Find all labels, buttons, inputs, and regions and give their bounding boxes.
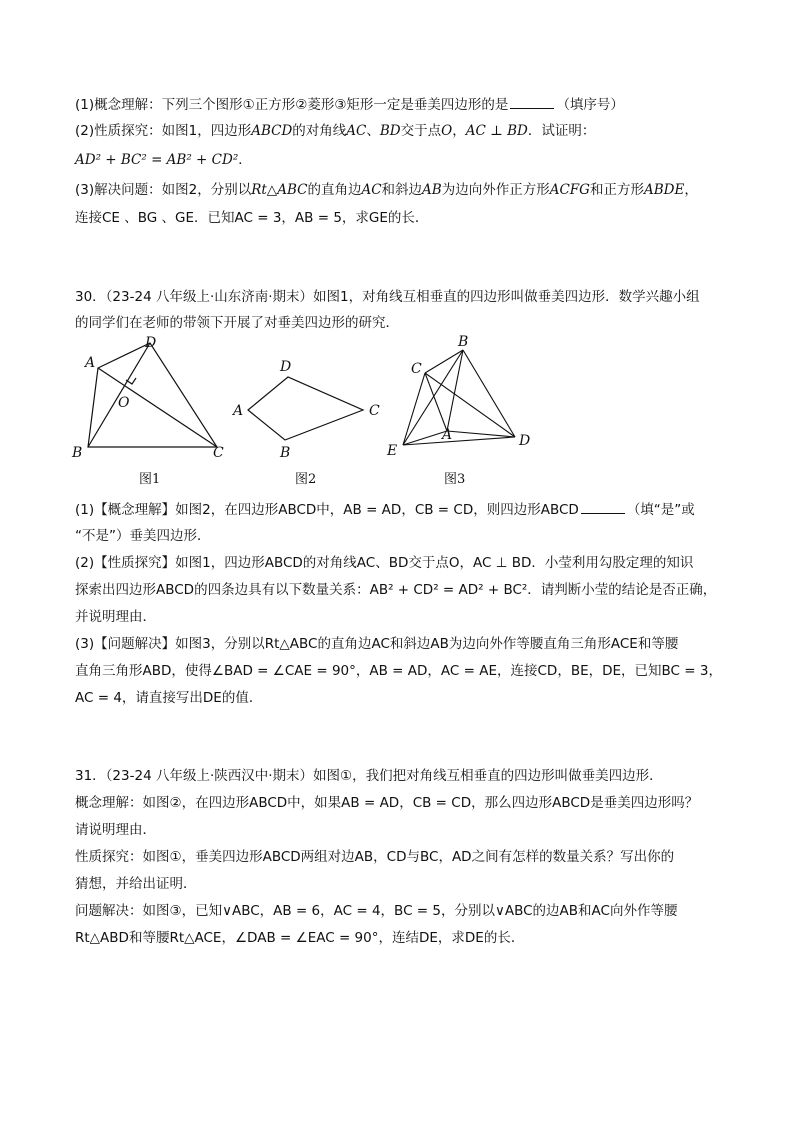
q31-line2: 概念理解：如图②，在四边形ABCD中，如果AB = AD，CB = CD，那么四边形ABCD是垂美四边形吗？ xyxy=(75,795,699,811)
q29-equation: AD² + BC² = AB² + CD²． xyxy=(75,152,252,168)
fig2-label-b: B xyxy=(280,445,291,461)
fig3-label-a: A xyxy=(442,427,453,443)
fig3-segment-cd xyxy=(425,373,515,437)
q31-line1: 31．（23-24 八年级上·陕西汉中·期末）如图①，我们把对角线互相垂直的四边形叫做垂美四边形． xyxy=(75,768,663,784)
q30-part2-line1: (2)【性质探究】如图1，四边形ABCD的对角线AC、BD交于点O，AC ⊥ BD．小莹利用勾股定理的知识 xyxy=(75,555,694,571)
fig1-label-c: C xyxy=(213,445,224,461)
q30-intro-line2: 的同学们在老师的带领下开展了对垂美四边形的研究． xyxy=(75,315,399,331)
fig3-label-b: B xyxy=(458,334,469,350)
fig3-caption: 图3 xyxy=(444,472,466,487)
q31-line6: 问题解决：如图③，已知∨ABC，AB = 6，AC = 4，BC = 5，分别以∨ABC的边AB和AC向外作等腰 xyxy=(75,903,678,919)
fig1-label-o: O xyxy=(118,395,130,411)
fig2-label-d: D xyxy=(280,359,292,375)
q31-line7: Rt△ABD和等腰Rt△ACE，∠DAB = ∠EAC = 90°，连结DE，求DE的长． xyxy=(75,930,525,946)
fig3-segment-ca xyxy=(425,373,447,431)
fig3-label-c: C xyxy=(411,361,422,377)
fig3-segment-ec xyxy=(403,373,425,445)
fig1-label-a: A xyxy=(85,355,96,371)
fig3-segment-cb xyxy=(425,350,463,373)
q29-part2: (2)性质探究：如图1，四边形ABCD的对角线AC、BD交于点O，AC ⊥ BD．试证明： xyxy=(75,123,596,139)
figure-1 xyxy=(70,335,230,461)
figure-2 xyxy=(230,355,390,475)
q31-line4: 性质探究：如图①，垂美四边形ABCD两组对边AB，CD与BC，AD之间有怎样的数量关系？写出你的 xyxy=(75,849,675,865)
q31-line3: 请说明理由． xyxy=(75,822,156,838)
q29-part3-line2: 连接CE 、BG 、GE．已知AC = 3，AB = 5，求GE的长． xyxy=(75,210,429,226)
fig2-label-a: A xyxy=(233,403,244,419)
answer-blank xyxy=(510,94,554,109)
q29-part3: (3)解决问题：如图2，分别以Rt△ABC的直角边AC和斜边AB为边向外作正方形ACFG和正方形ABDE， xyxy=(75,182,698,198)
fig3-segment-ad xyxy=(447,431,515,437)
q29-part1: (1)概念理解：下列三个图形①正方形②菱形③矩形一定是垂美四边形的是 （填序号） xyxy=(75,94,624,115)
q30-part2-line3: 并说明理由． xyxy=(75,609,156,625)
fig2-kite xyxy=(248,377,363,440)
fig1-quadrilateral xyxy=(88,343,217,447)
figure-3 xyxy=(385,334,555,459)
fig1-label-d: D xyxy=(145,335,157,351)
q30-part1-line2: “不是”）垂美四边形． xyxy=(75,528,211,544)
fig1-caption: 图1 xyxy=(139,472,161,487)
q30-part2-line2: 探索出四边形ABCD的四条边具有以下数量关系：AB² + CD² = AD² + BC²．请判断小莹的结论是否正确， xyxy=(75,582,717,598)
q30-part1-line1: (1)【概念理解】如图2，在四边形ABCD中，AB = AD，CB = CD，则四边形ABCD （填“是”或 xyxy=(75,499,695,520)
fig3-label-d: D xyxy=(519,433,531,449)
q30-part3-line1: (3)【问题解决】如图3，分别以Rt△ABC的直角边AC和斜边AB为边向外作等腰直角三角形ACE和等腰 xyxy=(75,636,679,652)
fig1-diagonal-ac xyxy=(98,368,217,447)
fig2-caption: 图2 xyxy=(295,472,317,487)
fig1-right-angle-mark xyxy=(126,378,136,384)
fig3-label-e: E xyxy=(387,443,398,459)
fig3-segment-bd xyxy=(463,350,515,437)
q30-part3-line2: 直角三角形ABD，使得∠BAD = ∠CAE = 90°，AB = AD，AC = AE，连接CD，BE，DE，已知BC = 3， xyxy=(75,663,722,679)
fig1-label-b: B xyxy=(72,445,83,461)
fig2-label-c: C xyxy=(369,403,380,419)
q30-intro-line1: 30．（23-24 八年级上·山东济南·期末）如图1，对角线互相垂直的四边形叫做垂美四边形．数学兴趣小组 xyxy=(75,289,700,305)
q31-line5: 猜想，并给出证明． xyxy=(75,876,197,892)
answer-blank xyxy=(581,499,625,514)
fig3-segment-ed xyxy=(403,437,515,445)
q30-part3-line3: AC = 4，请直接写出DE的值． xyxy=(75,690,263,706)
